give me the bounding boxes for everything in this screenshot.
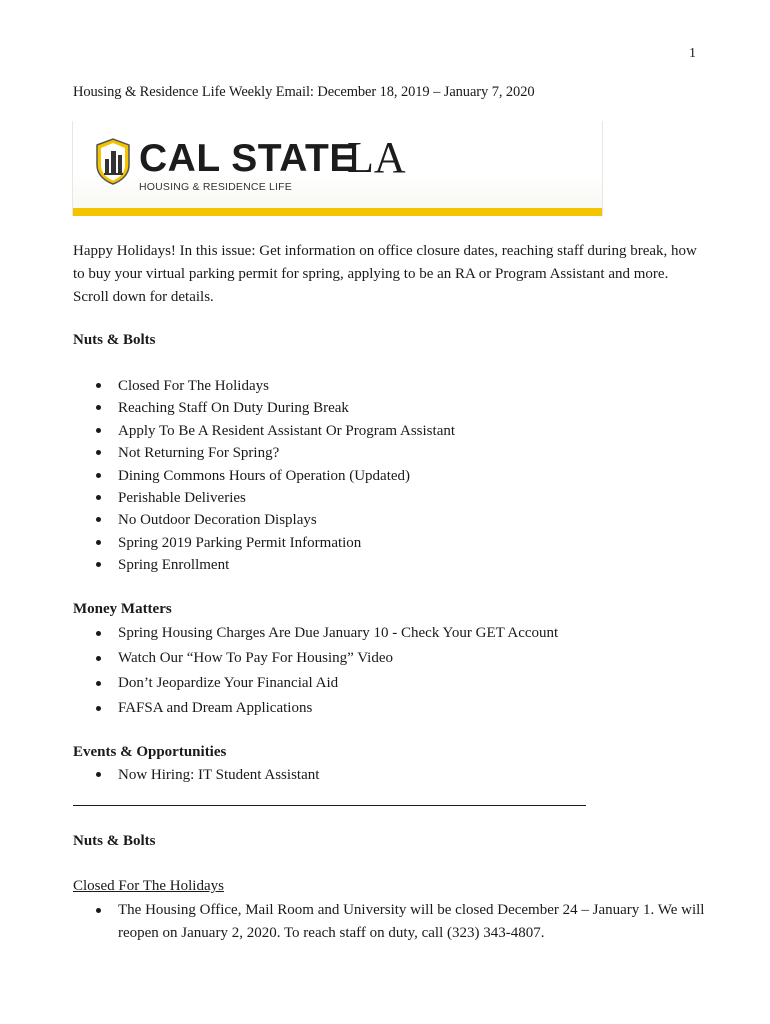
document-title: Housing & Residence Life Weekly Email: December 18, 2019 – January 7, 2020 [73,84,535,100]
toc-list-money-matters [73,621,558,721]
toc-item: Don’t Jeopardize Your Financial Aid [73,671,558,696]
toc-item: Perishable Deliveries [73,487,455,509]
toc-item: Dining Commons Hours of Operation (Updated) [73,465,455,487]
toc-heading-events: Events & Opportunities [73,744,227,760]
toc-item: Watch Our “How To Pay For Housing” Video [73,646,558,671]
toc-item: No Outdoor Decoration Displays [73,509,455,531]
toc-item: Spring 2019 Parking Permit Information [73,532,455,554]
header-banner [72,121,603,216]
logo-wordmark: CAL STATE [139,137,356,180]
toc-item: Spring Housing Charges Are Due January 10 - Check Your GET Account [73,621,558,646]
logo-wordmark-la: LA [347,133,406,182]
logo-subtext: HOUSING & RESIDENCE LIFE [139,181,292,193]
closed-holidays-list [73,899,713,945]
banner-stripe [73,208,602,216]
toc-list-nuts-bolts [73,375,455,577]
intro-paragraph: Happy Holidays! In this issue: Get information on office closure dates, reaching staff during break, how to buy your virtual parking permit for spring, applying to be an RA or Program Assistant and more. Scroll down for details. [73,243,697,305]
toc-item: Now Hiring: IT Student Assistant [73,764,319,786]
toc-item: Spring Enrollment [73,554,455,576]
section-divider [73,805,586,806]
list-item: The Housing Office, Mail Room and University will be closed December 24 – January 1. We will reopen on January 2, 2020. To reach staff on duty, call (323) 343-4807. [73,899,713,945]
page-number: 1 [689,46,696,61]
toc-item: Reaching Staff On Duty During Break [73,397,455,419]
toc-heading-money-matters: Money Matters [73,601,172,617]
toc-item: FAFSA and Dream Applications [73,696,558,721]
section-heading-nuts-bolts: Nuts & Bolts [73,833,156,849]
toc-item: Closed For The Holidays [73,375,455,397]
toc-item: Not Returning For Spring? [73,442,455,464]
toc-heading-nuts-bolts: Nuts & Bolts [73,332,156,348]
cal-state-la-seal-icon [93,137,133,185]
section-subheading-closed: Closed For The Holidays [73,878,224,894]
toc-item: Apply To Be A Resident Assistant Or Program Assistant [73,420,455,442]
toc-list-events [73,764,319,786]
